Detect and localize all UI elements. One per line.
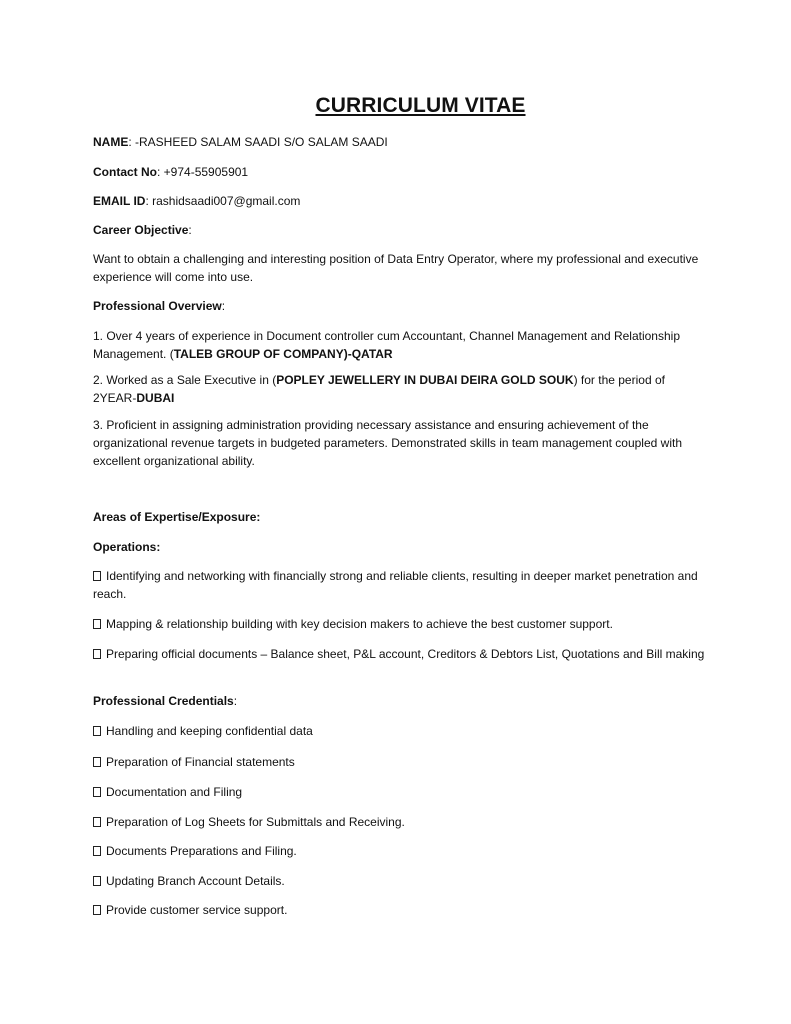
bullet-box-icon [93, 757, 101, 767]
bullet-box-icon [93, 649, 101, 659]
email-value: : rashidsaadi007@gmail.com [145, 194, 301, 208]
operations-item-2: Mapping & relationship building with key decision makers to achieve the best customer support. [93, 615, 705, 633]
document-title: CURRICULUM VITAE [315, 94, 526, 117]
credentials-item-1: Handling and keeping confidential data [93, 722, 703, 740]
career-objective-text: Want to obtain a challenging and interesting position of Data Entry Operator, where my professional and executive experience will come into use. [93, 252, 699, 284]
contact-label: Contact No [93, 165, 157, 179]
bullet-box-icon [93, 619, 101, 629]
bullet-box-icon [93, 876, 101, 886]
bullet-box-icon [93, 905, 101, 915]
credentials-item-6: Updating Branch Account Details. [93, 872, 703, 890]
credentials-item-5: Documents Preparations and Filing. [93, 842, 703, 860]
credentials-item-2: Preparation of Financial statements [93, 753, 703, 771]
name-line [93, 133, 703, 151]
credentials-heading: Professional Credentials: [93, 694, 238, 708]
overview-item-3: 3. Proficient in assigning administration providing necessary assistance and ensuring achievement of the organizational revenue targets in budgeted parameters. Demonstrated skills in team management coupled with excellent organizational ability. [93, 418, 682, 468]
career-objective-heading: Career Objective: [93, 223, 192, 237]
operations-item-1: Identifying and networking with financially strong and reliable clients, resulting in deeper market penetration and reach. [93, 569, 698, 601]
bullet-box-icon [93, 846, 101, 856]
operations-heading: Operations: [93, 540, 161, 554]
email-label: EMAIL ID [93, 194, 146, 208]
contact-value: : +974-55905901 [157, 165, 249, 179]
overview-item-1: 1. Over 4 years of experience in Document controller cum Accountant, Channel Management and Relationship Management. (TALEB GROUP OF COMPANY)-QATAR [93, 329, 680, 361]
name-value: : -RASHEED SALAM SAADI S/O SALAM SAADI [128, 135, 388, 149]
bullet-box-icon [93, 571, 101, 581]
credentials-item-4: Preparation of Log Sheets for Submittals and Receiving. [93, 813, 703, 831]
bullet-box-icon [93, 726, 101, 736]
operations-item-3: Preparing official documents – Balance sheet, P&L account, Creditors & Debtors List, Quotations and Bill making [93, 645, 705, 663]
credentials-item-7: Provide customer service support. [93, 901, 703, 919]
bullet-box-icon [93, 817, 101, 827]
overview-item-2: 2. Worked as a Sale Executive in (POPLEY JEWELLERY IN DUBAI DEIRA GOLD SOUK) for the period of 2YEAR-DUBAI [93, 373, 665, 405]
contact-line [93, 163, 703, 181]
name-label: NAME [93, 135, 129, 149]
areas-heading: Areas of Expertise/Exposure: [93, 510, 261, 524]
credentials-item-3: Documentation and Filing [93, 783, 703, 801]
professional-overview-heading: Professional Overview: [93, 299, 226, 313]
bullet-box-icon [93, 787, 101, 797]
email-line [93, 192, 703, 210]
